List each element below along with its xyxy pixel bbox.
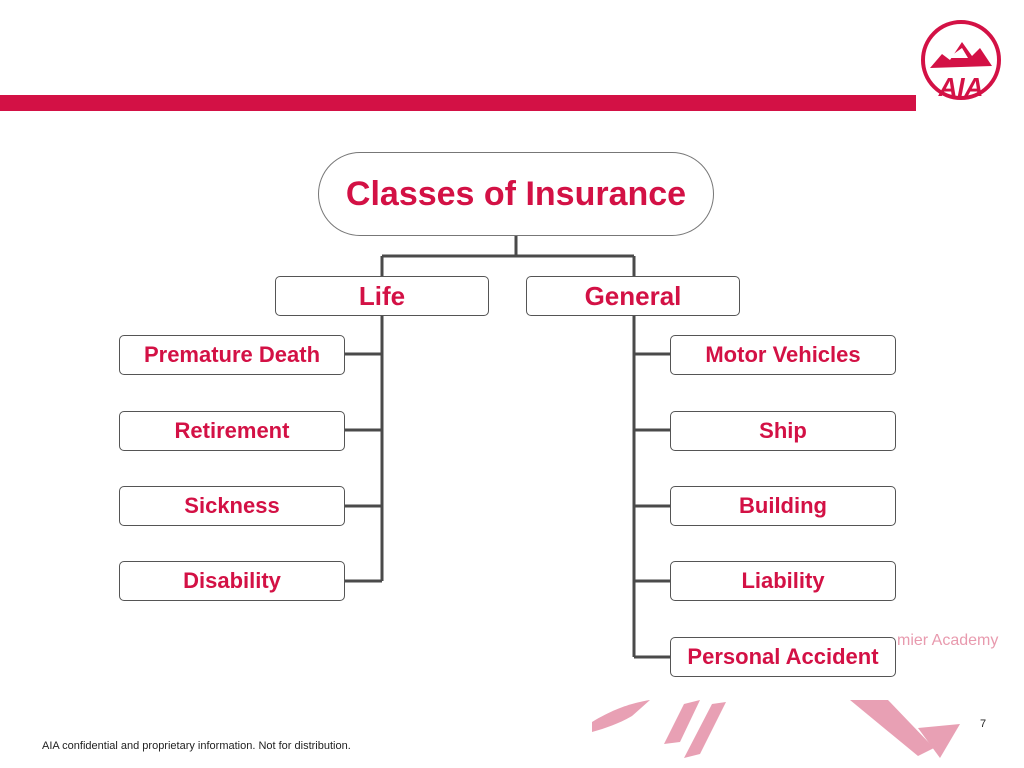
- branch-node-life: Life: [275, 276, 489, 316]
- branch-node-general: General: [526, 276, 740, 316]
- leaf-node-sickness: Sickness: [119, 486, 345, 526]
- leaf-node-motor-vehicles: Motor Vehicles: [670, 335, 896, 375]
- leaf-node-personal-accident: Personal Accident: [670, 637, 896, 677]
- footer-confidentiality-note: AIA confidential and proprietary information. Not for distribution.: [42, 740, 351, 752]
- leaf-node-disability: Disability: [119, 561, 345, 601]
- leaf-node-liability: Liability: [670, 561, 896, 601]
- decorative-brush-strokes: [588, 698, 988, 768]
- leaf-node-ship: Ship: [670, 411, 896, 451]
- leaf-node-retirement: Retirement: [119, 411, 345, 451]
- page-number: 7: [980, 718, 987, 730]
- watermark-text: mier Academy: [897, 632, 999, 649]
- aia-logo: [918, 18, 1004, 104]
- leaf-node-building: Building: [670, 486, 896, 526]
- logo-wordmark: AIA: [938, 72, 984, 102]
- leaf-node-premature-death: Premature Death: [119, 335, 345, 375]
- header-accent-bar: [0, 95, 916, 111]
- root-node: Classes of Insurance: [318, 152, 714, 236]
